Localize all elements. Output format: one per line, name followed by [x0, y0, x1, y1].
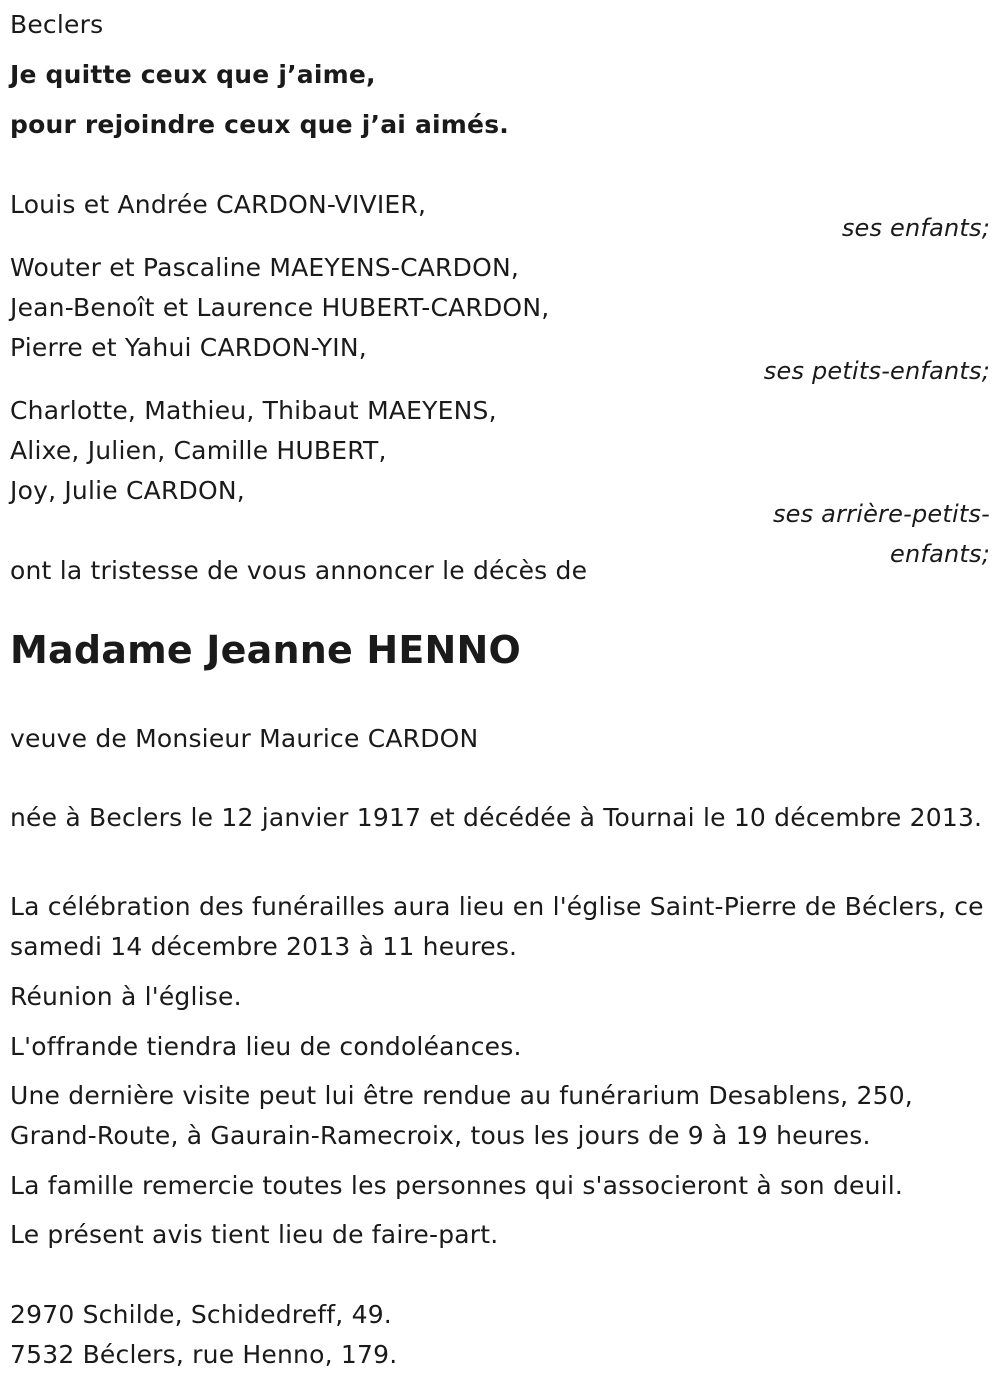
great-grandchildren-role-line-1: ses arrière-petits- — [772, 500, 990, 528]
meeting-text: Réunion à l'église. — [10, 982, 242, 1011]
great-grandchildren-role-line-2: enfants; — [890, 540, 990, 568]
deceased-name: Madame Jeanne HENNO — [10, 628, 522, 672]
children-role: ses enfants; — [841, 214, 990, 242]
grandchildren-role: ses petits-enfants; — [763, 357, 990, 385]
children-name: Louis et Andrée CARDON-VIVIER, — [10, 190, 427, 219]
address-line: 2970 Schilde, Schidedreff, 49. — [10, 1300, 392, 1329]
funeral-text: La célébration des funérailles aura lieu en l'église Saint-Pierre de Béclers, ce samedi 14 décembre 2013 à 11 heures. — [10, 892, 984, 961]
grandchild-name: Wouter et Pascaline MAEYENS-CARDON, — [10, 253, 519, 282]
birth-death-text: née à Beclers le 12 janvier 1917 et décédée à Tournai le 10 décembre 2013. — [10, 803, 983, 832]
place-name: Beclers — [10, 10, 104, 39]
address-line: 7532 Béclers, rue Henno, 179. — [10, 1340, 398, 1369]
visit-text: Une dernière visite peut lui être rendue au funérarium Desablens, 250, Grand-Route, à Gaurain-Ramecroix, tous les jours de 9 à 19 heures. — [10, 1081, 913, 1150]
quote-line-1: Je quitte ceux que j’aime, — [10, 60, 376, 89]
widow-of-text: veuve de Monsieur Maurice CARDON — [10, 724, 479, 753]
quote-line-2: pour rejoindre ceux que j’ai aimés. — [10, 110, 509, 139]
offering-text: L'offrande tiendra lieu de condoléances. — [10, 1032, 522, 1061]
thanks-text: La famille remercie toutes les personnes qui s'associeront à son deuil. — [10, 1171, 904, 1200]
great-grandchild-name: Alixe, Julien, Camille HUBERT, — [10, 436, 387, 465]
grandchild-name: Pierre et Yahui CARDON-YIN, — [10, 333, 367, 362]
notice-text: Le présent avis tient lieu de faire-part. — [10, 1220, 499, 1249]
grandchild-name: Jean-Benoît et Laurence HUBERT-CARDON, — [10, 293, 550, 322]
great-grandchild-name: Joy, Julie CARDON, — [10, 476, 245, 505]
great-grandchild-name: Charlotte, Mathieu, Thibaut MAEYENS, — [10, 396, 497, 425]
announcement-text: ont la tristesse de vous annoncer le décès de — [10, 556, 588, 585]
